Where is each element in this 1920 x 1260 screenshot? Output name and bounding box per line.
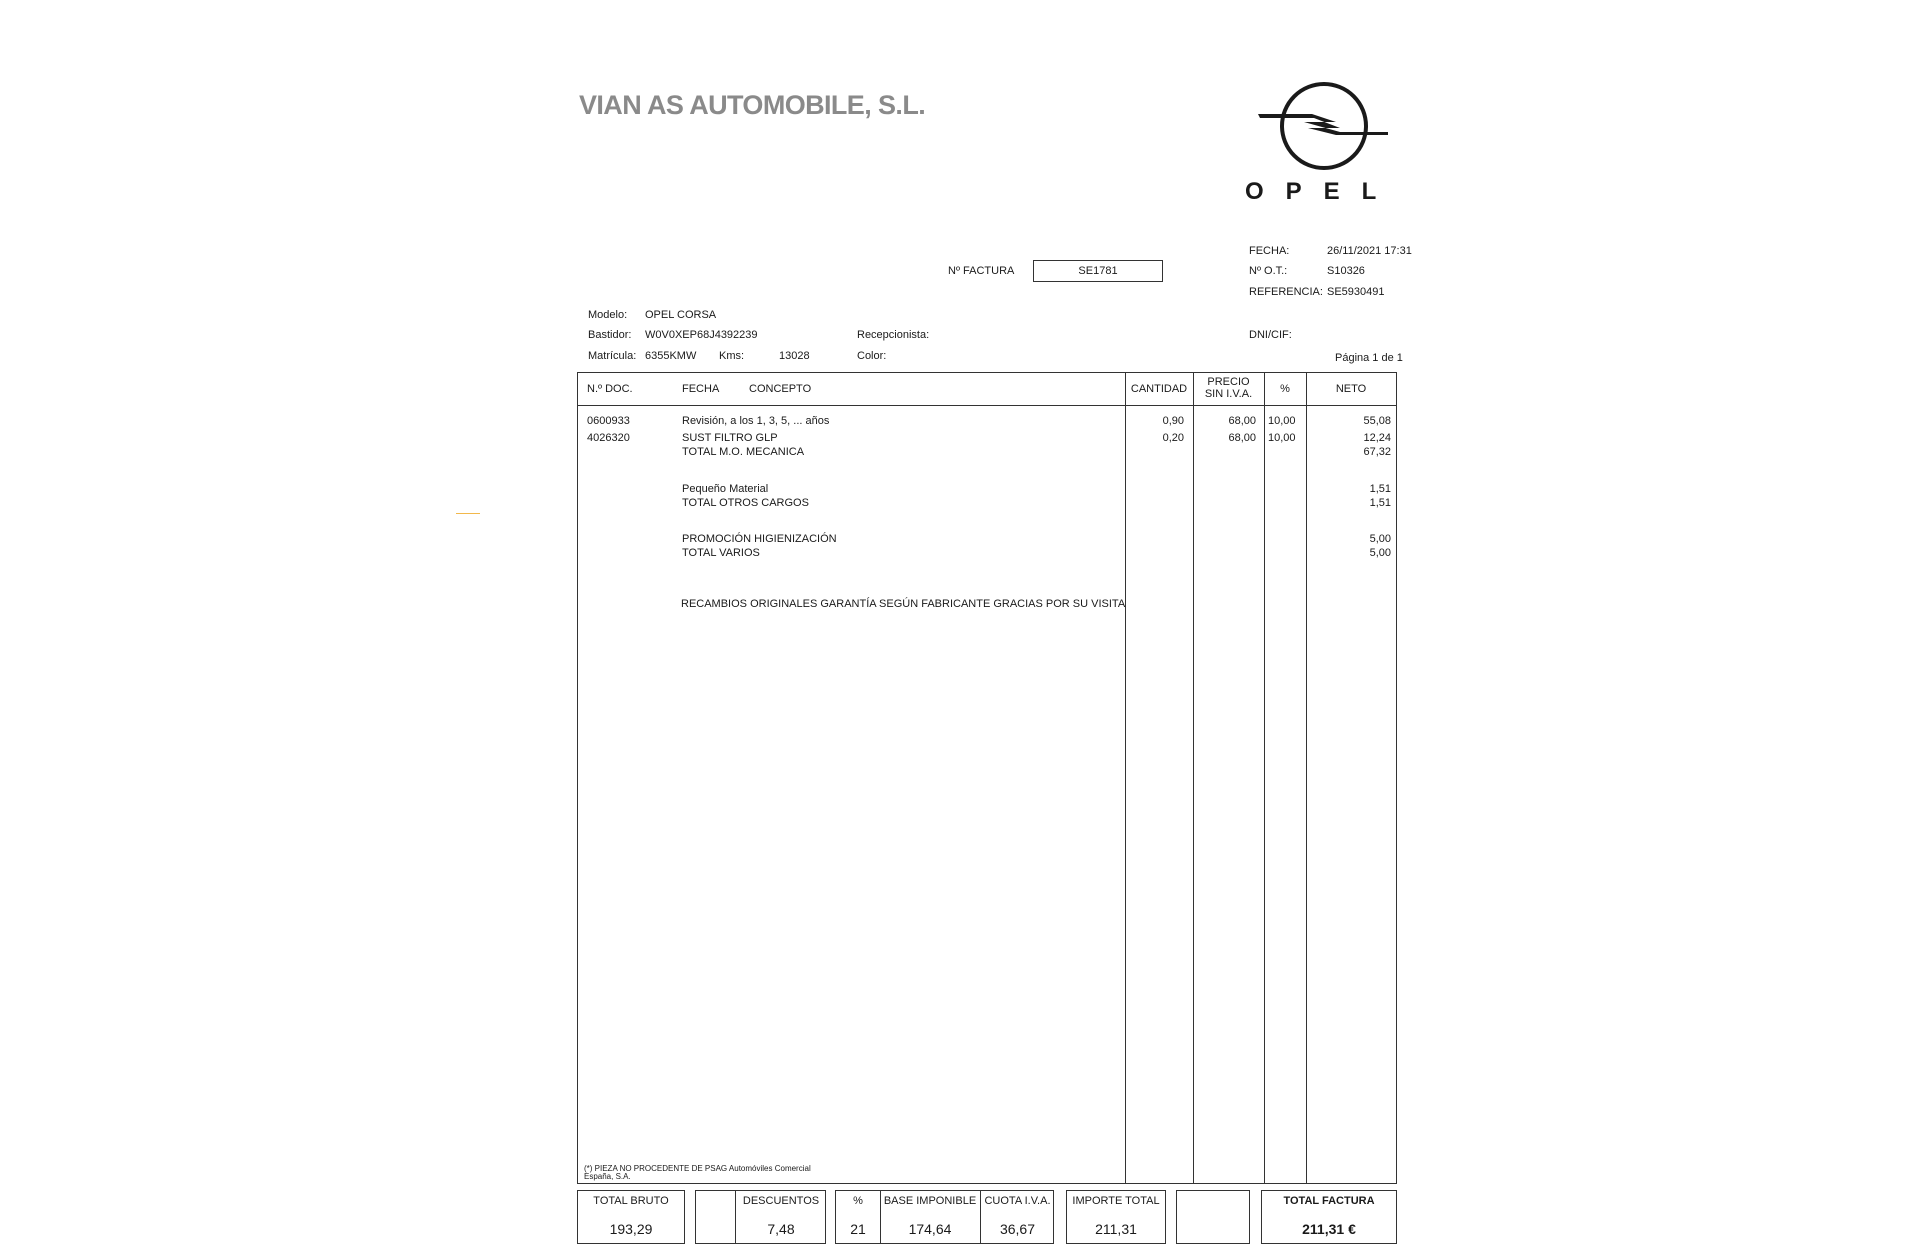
row-concepto: Pequeño Material [682, 483, 769, 495]
importe-total-box [1066, 1190, 1166, 1244]
row-pct: 10,00 [1268, 432, 1296, 444]
importe-total-label: IMPORTE TOTAL [1072, 1195, 1160, 1207]
cuota-iva-label: CUOTA I.V.A. [984, 1195, 1051, 1207]
total-factura-box [1261, 1190, 1397, 1244]
descuentos-box [695, 1190, 826, 1244]
header-precio: PRECIO [1207, 376, 1250, 388]
bastidor-label: Bastidor: [588, 329, 632, 341]
row-concepto: SUST FILTRO GLP [682, 432, 778, 444]
modelo-value: OPEL CORSA [645, 309, 717, 321]
bastidor-value: W0V0XEP68J4392239 [645, 329, 758, 341]
recepcionista-label: Recepcionista: [857, 329, 930, 341]
base-imponible-label: BASE IMPONIBLE [883, 1195, 977, 1207]
row-neto: 67,32 [1363, 446, 1391, 458]
col-divider [1193, 373, 1194, 1183]
color-label: Color: [857, 350, 887, 362]
header-concepto: CONCEPTO [749, 383, 812, 395]
row-concepto: TOTAL M.O. MECANICA [682, 446, 805, 458]
row-cantidad: 0,90 [1162, 415, 1184, 427]
total-bruto-value: 193,29 [609, 1221, 653, 1237]
row-neto: 1,51 [1369, 483, 1391, 495]
row-concepto: Revisión, a los 1, 3, 5, ... años [682, 415, 830, 427]
kms-value: 13028 [779, 350, 810, 362]
importe-total-value: 211,31 [1095, 1221, 1137, 1237]
matricula-label: Matrícula: [588, 350, 637, 362]
cuota-iva-value: 36,67 [999, 1221, 1036, 1237]
col-divider [1264, 373, 1265, 1183]
row-cantidad: 0,20 [1162, 432, 1184, 444]
descuentos-label: DESCUENTOS [742, 1195, 820, 1207]
header-neto: NETO [1335, 383, 1367, 395]
row-concepto: PROMOCIÓN HIGIENIZACIÓN [682, 533, 837, 545]
dni-label: DNI/CIF: [1249, 329, 1292, 341]
footnote-line-1: (*) PIEZA NO PROCEDENTE DE PSAG Automóviles Comercial [584, 1164, 811, 1173]
ot-label: Nº O.T.: [1249, 265, 1288, 277]
ot-value: S10326 [1327, 265, 1365, 277]
row-precio: 68,00 [1228, 415, 1256, 427]
factura-number: SE1781 [1033, 260, 1163, 282]
row-neto: 12,24 [1363, 432, 1391, 444]
header-doc: N.º DOC. [587, 383, 633, 395]
row-concepto: TOTAL OTROS CARGOS [682, 497, 809, 509]
header-divider [578, 405, 1396, 406]
fecha-label: FECHA: [1249, 245, 1290, 257]
modelo-label: Modelo: [588, 309, 628, 321]
matricula-value: 6355KMW [645, 350, 697, 362]
row-doc: 0600933 [587, 415, 630, 427]
col-divider [1125, 373, 1126, 1183]
fecha-value: 26/11/2021 17:31 [1327, 245, 1412, 257]
header-cantidad: CANTIDAD [1130, 383, 1188, 395]
base-imponible-value: 174,64 [908, 1221, 952, 1237]
kms-label: Kms: [719, 350, 745, 362]
page-indicator: Página 1 de 1 [1335, 352, 1403, 364]
total-bruto-label: TOTAL BRUTO [593, 1195, 669, 1207]
row-neto: 1,51 [1369, 497, 1391, 509]
referencia-value: SE5930491 [1327, 286, 1385, 298]
thank-you-note: RECAMBIOS ORIGINALES GARANTÍA SEGÚN FABRICANTE GRACIAS POR SU VISITA [681, 598, 1126, 610]
iva-pct-label: % [853, 1195, 863, 1207]
invoice-table [577, 372, 1397, 1184]
row-concepto: TOTAL VARIOS [682, 547, 760, 559]
referencia-label: REFERENCIA: [1249, 286, 1323, 298]
margin-mark [456, 513, 480, 514]
company-name: VIAN AS AUTOMOBILE, S.L. [579, 90, 926, 120]
total-factura-label: TOTAL FACTURA [1283, 1195, 1375, 1207]
iva-pct-value: 21 [850, 1221, 866, 1237]
descuentos-value: 7,48 [767, 1221, 795, 1237]
row-neto: 5,00 [1369, 533, 1391, 545]
row-neto: 5,00 [1369, 547, 1391, 559]
row-pct: 10,00 [1268, 415, 1296, 427]
factura-label: Nº FACTURA [948, 265, 1015, 277]
footnote-line-2: España, S.A. [584, 1172, 631, 1181]
header-pct: % [1280, 383, 1290, 395]
iva-box [835, 1190, 1054, 1244]
row-neto: 55,08 [1363, 415, 1391, 427]
total-factura-value: 211,31 € [1302, 1221, 1356, 1237]
header-precio-sub: SIN I.V.A. [1204, 388, 1253, 400]
blank-box [1176, 1190, 1250, 1244]
brand-name: OPEL [1245, 178, 1399, 205]
total-bruto-box [577, 1190, 685, 1244]
header-fecha: FECHA [682, 383, 720, 395]
row-doc: 4026320 [587, 432, 630, 444]
row-precio: 68,00 [1228, 432, 1256, 444]
